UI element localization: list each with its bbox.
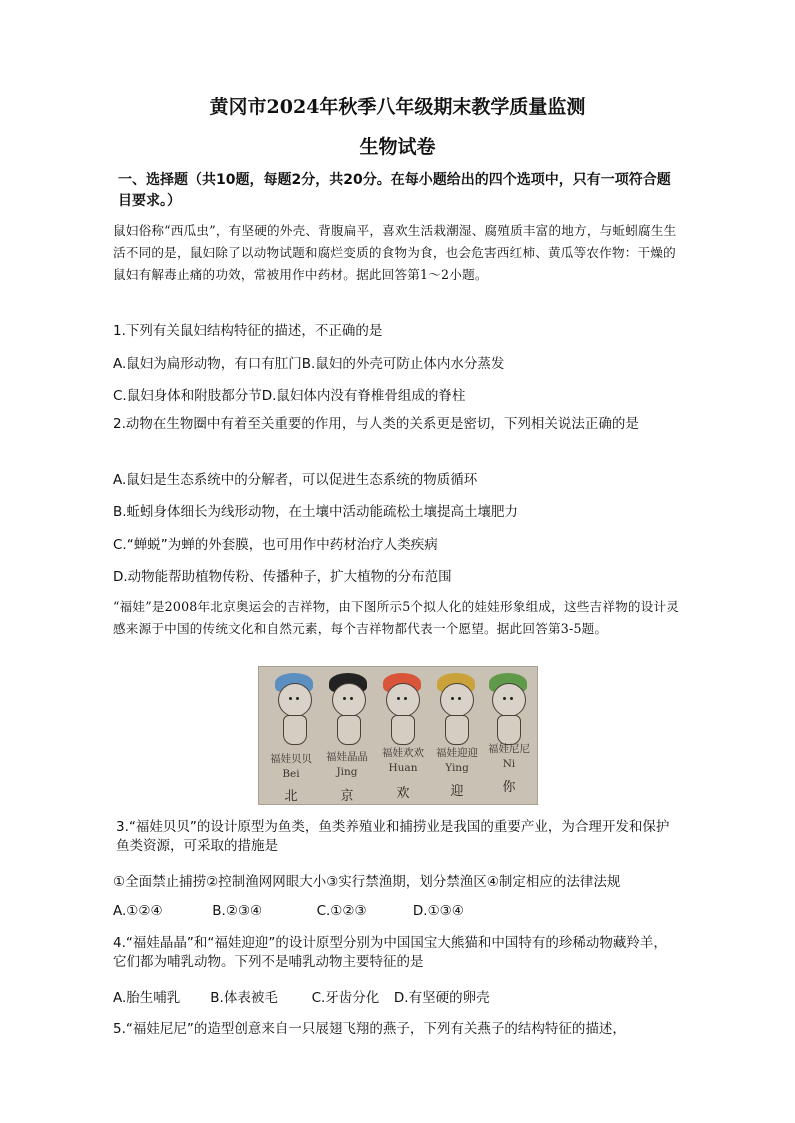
fuwa-pinyin-label: Ying (445, 762, 469, 774)
q2-option-c: C.“蝉蜕”为蝉的外套膜，也可用作中药材治疗人类疾病 (113, 537, 438, 553)
q2-option-d: D.动物能帮助植物传粉、传播种子，扩大植物的分布范围 (113, 569, 452, 585)
fuwa-doll-jingjing (323, 671, 373, 747)
fuwa-pinyin-label: Huan (388, 762, 418, 774)
fuwa-name-label: 福娃迎迎 (436, 747, 478, 759)
page-subtitle: 生物试卷 (359, 136, 436, 158)
fuwa-doll-nini (483, 671, 533, 747)
fuwa-name-label: 福娃贝贝 (270, 753, 312, 765)
q4-option-b: B.体表被毛 (210, 990, 278, 1006)
q4-option-c: C.牙齿分化 (311, 990, 380, 1006)
fuwa-char-label: 你 (502, 780, 516, 795)
fuwa-char-label: 欢 (396, 786, 410, 801)
fuwa-char-label: 北 (284, 789, 298, 804)
fuwa-char-label: 京 (340, 789, 354, 804)
fuwa-pinyin-label: Jing (336, 766, 358, 778)
fuwa-name-label: 福娃欢欢 (382, 747, 424, 759)
fuwa-char-label: 迎 (450, 784, 464, 799)
fuwa-pinyin-label: Ni (502, 758, 516, 770)
q2-option-b: B.蚯蚓身体细长为线形动物，在土壤中活动能疏松土壤提高土壤肥力 (113, 504, 519, 520)
q3-stem: 3.“福娃贝贝”的设计原型为鱼类，鱼类养殖业和捕捞业是我国的重要产业，为合理开发和保护鱼类资源，可采取的措施是 (116, 819, 670, 854)
fuwa-doll-huanhuan (377, 671, 427, 747)
q4-option-d: D.有坚硬的卵壳 (393, 990, 490, 1006)
fuwa-figure (258, 666, 538, 805)
q3-options (113, 903, 464, 919)
q4-option-a: A.胎生哺乳 (113, 990, 181, 1006)
q3-option-c: C.①②③ (316, 903, 367, 919)
passage-2: “福娃”是2008年北京奥运会的吉祥物，由下图所示5个拟人化的娃娃形象组成，这些吉祥物的设计灵感来源于中国的传统文化和自然元素，每个吉祥物都代表一个愿望。据此回答第3-5题。 (113, 599, 680, 636)
passage-1: 鼠妇俗称“西瓜虫”，有坚硬的外壳、背腹扁平，喜欢生活栽潮湿、腐殖质丰富的地方，与蚯蚓腐生生活不同的是，鼠妇除了以动物试题和腐烂变质的食物为食，也会危害西红柿、黄瓜等农作物：干燥的鼠妇有解毒止痛的功效，常被用作中药材。据此回答第1～2小题。 (113, 223, 677, 282)
q1-options-cd: C.鼠妇身体和附肢都分节D.鼠妇体内没有脊椎骨组成的脊柱 (113, 388, 466, 404)
q4-stem: 4.“福娃晶晶”和“福娃迎迎”的设计原型分别为中国国宝大熊猫和中国特有的珍稀动物藏羚羊，它们都为哺乳动物。下列不是哺乳动物主要特征的是 (113, 935, 667, 970)
q1-stem: 1.下列有关鼠妇结构特征的描述，不正确的是 (113, 323, 383, 339)
q2-stem: 2.动物在生物圈中有着至关重要的作用，与人类的关系更是密切，下列相关说法正确的是 (113, 416, 639, 432)
q3-option-d: D.①③④ (412, 903, 464, 919)
fuwa-name-label: 福娃尼尼 (488, 743, 530, 755)
fuwa-pinyin-label: Bei (282, 768, 300, 780)
section-heading: 一、选择题（共10题，每题2分，共20分。在每小题给出的四个选项中，只有一项符合题目要求。） (118, 172, 671, 209)
fuwa-name-label: 福娃晶晶 (326, 751, 368, 763)
fuwa-doll-yingying (431, 671, 481, 747)
fuwa-doll-beibei (269, 671, 319, 747)
q5-stem: 5.“福娃尼尼”的造型创意来自一只展翅飞翔的燕子，下列有关燕子的结构特征的描述， (113, 1021, 626, 1037)
q1-options-ab: A.鼠妇为扁形动物，有口有肛门B.鼠妇的外壳可防止体内水分蒸发 (113, 356, 505, 372)
page-title: 黄冈市2024年秋季八年级期末教学质量监测 (209, 96, 586, 118)
q3-statements: ①全面禁止捕捞②控制渔网网眼大小③实行禁渔期，划分禁渔区④制定相应的法律法规 (113, 874, 621, 890)
q4-options (113, 986, 490, 1006)
q3-option-a: A.①②④ (113, 903, 163, 919)
q2-option-a: A.鼠妇是生态系统中的分解者，可以促进生态系统的物质循环 (113, 472, 478, 488)
q3-option-b: B.②③④ (212, 903, 263, 919)
